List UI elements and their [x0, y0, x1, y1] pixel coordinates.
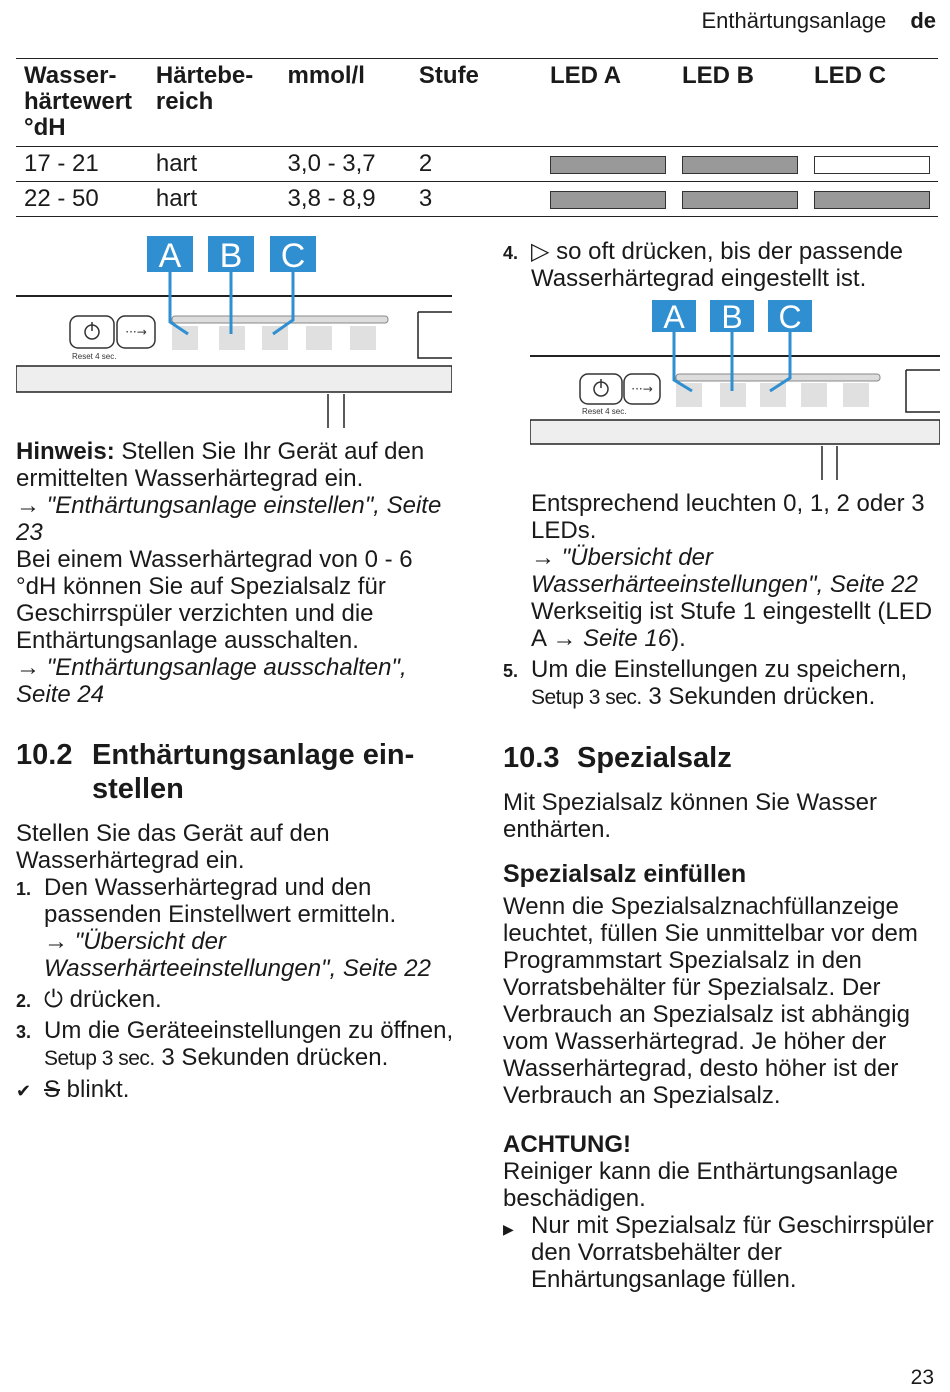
col-header-mmol: mmol/l	[280, 59, 411, 147]
cell-range: hart	[148, 147, 280, 182]
salt-paragraph: Wenn die Spezialsalznachfüllanzeige leuchtet, füllen Sie unmittelbar vor dem Programmstart Spezialsalz in den Vorratsbehälter für Spezialsalz. Der Verbrauch an Spezialsalz ist abhängig vom Wasserhärtegrad. Je höher der Wasserhärtegrad, desto höher ist der Verbrauch an Spezialsalz.	[503, 893, 918, 1109]
link-enthaertung-ausschalten[interactable]: → "Enthärtungsanlage ausschalten", Seite 24	[16, 654, 407, 708]
table-row	[16, 182, 938, 217]
reset-text: Reset 4 sec.	[72, 352, 117, 361]
svg-text:···→: ···→	[631, 382, 653, 396]
cell-dh: 17 - 21	[16, 147, 148, 182]
step-5-text-end: 3 Sekunden drücken.	[641, 683, 876, 710]
table-row	[16, 147, 938, 182]
link-enthaertung-einstellen[interactable]: → "Enthärtungsanlage einstellen", Seite 23	[16, 492, 442, 546]
play-icon: ▷	[531, 238, 550, 265]
section-header-title: Enthärtungsanlage	[701, 8, 887, 33]
right-column	[503, 490, 943, 1293]
panel-label-b: B	[721, 299, 743, 335]
step-2: 2. ⏻ drücken.	[16, 986, 162, 1013]
step-5: 5. Um die Einstellungen zu speichern, Setup 3 sec. 3 Sekunden drücken.	[503, 656, 908, 710]
factory-setting: Werkseitig ist Stufe 1 eingestellt (LED A → Seite 16).	[531, 598, 933, 652]
control-panel-diagram-left	[16, 234, 452, 430]
cell-stufe: 3	[411, 182, 542, 217]
link-uebersicht[interactable]: → "Übersicht der Wasserhärteeinstellungen", Seite 22	[44, 928, 431, 982]
page-header	[701, 8, 936, 34]
intro-paragraph: Mit Spezialsalz können Sie Wasser enthärten.	[503, 789, 877, 843]
svg-text:···→: ···→	[125, 325, 147, 339]
cell-range: hart	[148, 182, 280, 217]
hint-text: Stellen Sie Ihr Gerät auf den ermittelten Wasserhärtegrad ein.	[16, 438, 425, 492]
step-2-text: drücken.	[62, 986, 162, 1013]
section-title: Enthärtungsanlage ein- stellen	[92, 739, 415, 805]
cell-dh: 22 - 50	[16, 182, 148, 217]
step-4-details	[503, 490, 943, 652]
section-number: 10.3	[503, 742, 560, 774]
panel-label-c: C	[778, 299, 802, 335]
section-title: Spezialsalz	[577, 742, 732, 774]
cell-mmol: 3,0 - 3,7	[280, 147, 411, 182]
step-1: 1. Den Wasserhärtegrad und den passenden Einstellwert ermitteln. → "Übersicht der Wasserhärteeinstellungen", Seite 22	[16, 874, 431, 982]
warning-title: ACHTUNG!	[503, 1131, 631, 1158]
power-icon: ⏻	[44, 986, 63, 1013]
setup-key: Setup 3 sec.	[44, 1047, 155, 1070]
col-header-led-a: LED A	[542, 59, 674, 147]
cell-stufe: 2	[411, 147, 542, 182]
panel-label-a: A	[663, 299, 685, 335]
col-header-dh: Wasser- härtewert °dH	[16, 59, 148, 147]
step-3-text: Um die Geräteeinstellungen zu öffnen,	[44, 1017, 454, 1044]
warning-step	[503, 1212, 943, 1293]
bullet-arrow-icon: ▶	[503, 1221, 514, 1237]
warning-step-text: Nur mit Spezialsalz für Geschirrspüler den Vorratsbehälter der Enhärtungsanlage füllen.	[531, 1212, 934, 1293]
step-4: 4. ▷ so oft drücken, bis der passende Wasserhärtegrad eingestellt ist.	[503, 238, 904, 292]
section-number: 10.2	[16, 739, 73, 771]
left-column	[16, 438, 456, 1103]
step-3: 3. Um die Geräteeinstellungen zu öffnen, Setup 3 sec. 3 Sekunden drücken.	[16, 1017, 454, 1071]
led-indicator	[550, 156, 666, 174]
panel-label-b: B	[219, 237, 243, 275]
link-uebersicht-right[interactable]: → "Übersicht der Wasserhärteeinstellungen", Seite 22	[531, 544, 918, 598]
link-seite-16[interactable]: Seite 16	[583, 625, 672, 652]
step-1-text: Den Wasserhärtegrad und den passenden Einstellwert ermitteln.	[44, 874, 397, 928]
language-code: de	[910, 8, 936, 33]
subsection-title: Spezialsalz einfüllen	[503, 860, 747, 888]
section-heading-10-3	[503, 741, 943, 775]
led-explanation: Entsprechend leuchten 0, 1, 2 oder 3 LEDs.	[531, 490, 925, 544]
page-number: 23	[910, 1366, 934, 1389]
warning-text: Reiniger kann die Enthärtungsanlage beschädigen.	[503, 1158, 898, 1212]
panel-label-a: A	[158, 237, 182, 275]
setup-key: Setup 3 sec.	[531, 686, 642, 709]
led-indicator	[814, 156, 930, 174]
checkmark-icon: ✔	[16, 1081, 32, 1101]
section-heading-10-2	[16, 738, 456, 806]
step-3-text-end: 3 Sekunden drücken.	[154, 1044, 389, 1071]
led-indicator	[682, 191, 798, 209]
led-indicator	[682, 156, 798, 174]
intro-paragraph: Stellen Sie das Gerät auf den Wasserhärtegrad ein.	[16, 820, 330, 874]
step-4-text: so oft drücken, bis der passende Wasserhärtegrad eingestellt ist.	[531, 238, 904, 292]
panel-label-c: C	[280, 237, 306, 275]
hint-label: Hinweis:	[16, 438, 115, 465]
result-text: blinkt.	[60, 1076, 130, 1103]
water-hardness-table	[16, 58, 938, 217]
led-indicator	[550, 191, 666, 209]
power-button-icon	[70, 316, 114, 348]
col-header-stufe: Stufe	[411, 59, 542, 147]
right-column-top	[503, 238, 943, 292]
col-header-led-b: LED B	[674, 59, 806, 147]
softener-icon: S	[44, 1076, 61, 1103]
info-paragraph: Bei einem Wasserhärtegrad von 0 - 6 °dH können Sie auf Spezialsalz für Geschirrspüler verzichten und die Enthärtungsanlage ausschalten.	[16, 546, 413, 654]
power-button-icon	[580, 374, 622, 404]
step-result	[16, 1076, 456, 1103]
cell-mmol: 3,8 - 8,9	[280, 182, 411, 217]
col-header-led-c: LED C	[806, 59, 938, 147]
led-indicator	[814, 191, 930, 209]
reset-text: Reset 4 sec.	[582, 407, 627, 416]
col-header-range: Härtebe- reich	[148, 59, 280, 147]
control-panel-diagram-right	[530, 298, 940, 484]
step-5-text: Um die Einstellungen zu speichern,	[531, 656, 908, 683]
hint-paragraph	[16, 438, 456, 492]
